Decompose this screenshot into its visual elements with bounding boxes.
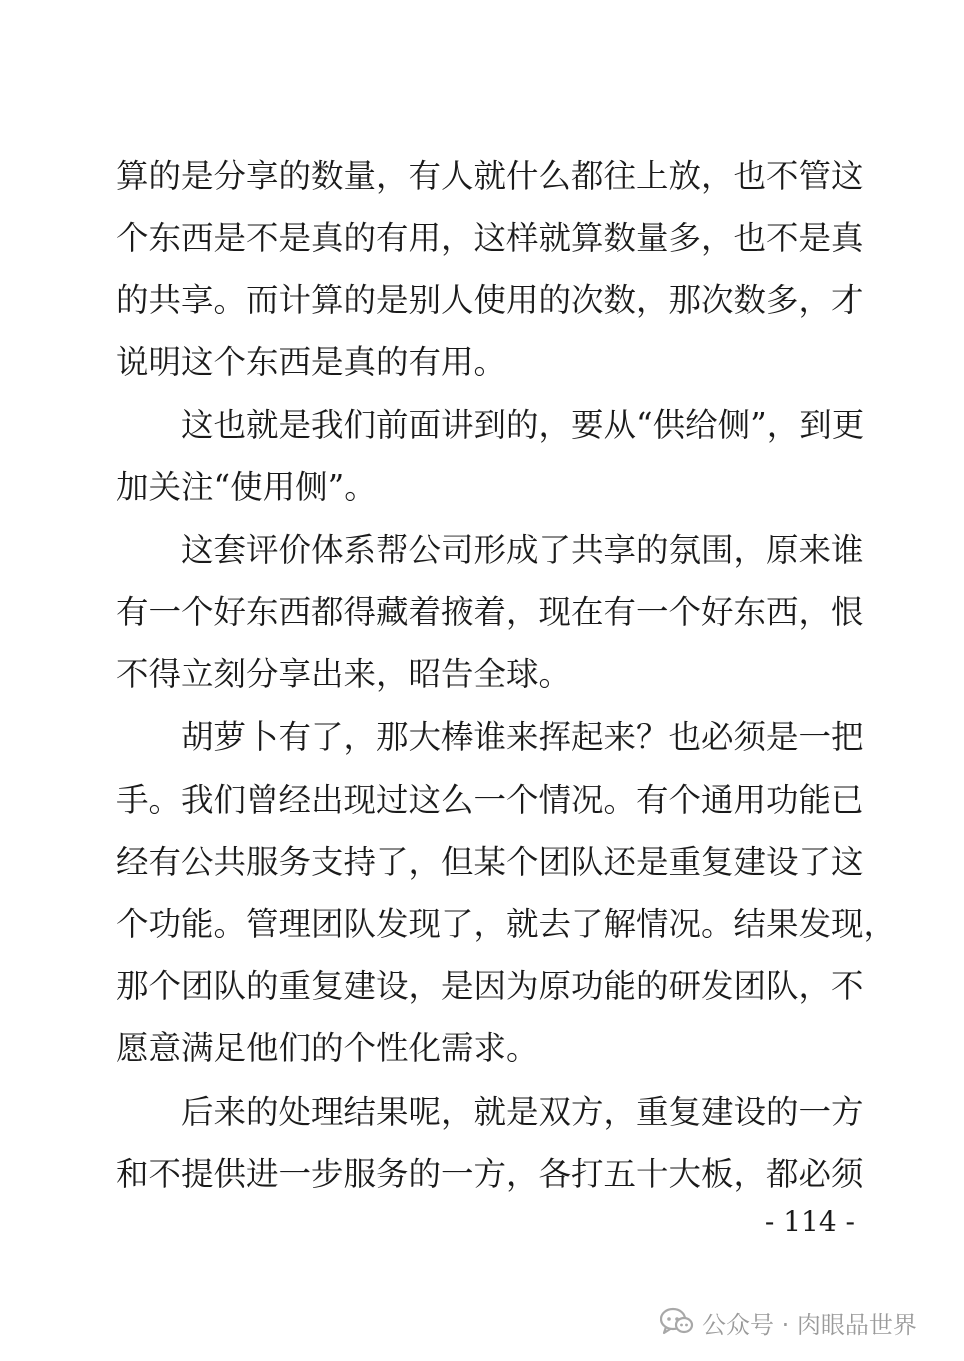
- text-line: 算的是分享的数量，有人就什么都往上放，也不管这: [116, 157, 864, 195]
- page-number: - 114 -: [764, 1205, 855, 1238]
- watermark-text: 公众号 · 肉眼品世界: [702, 1310, 917, 1339]
- text-line: 和不提供进一步服务的一方，各打五十大板，都必须: [116, 1155, 864, 1193]
- text-line: 不得立刻分享出来，昭告全球。: [116, 655, 572, 693]
- text-line: 愿意满足他们的个性化需求。: [116, 1029, 539, 1067]
- text-line: 个功能。管理团队发现了，就去了解情况。结果发现，: [116, 905, 897, 943]
- paragraph-first-line: 后来的处理结果呢，就是双方，重复建设的一方: [181, 1093, 864, 1131]
- paragraph-first-line: 胡萝卜有了，那大棒谁来挥起来？也必须是一把: [181, 718, 864, 756]
- watermark: [660, 1300, 917, 1344]
- text-line: 说明这个东西是真的有用。: [116, 343, 507, 381]
- text-line: 有一个好东西都得藏着掖着，现在有一个好东西，恨: [116, 593, 864, 631]
- text-line: 手。我们曾经出现过这么一个情况。有个通用功能已: [116, 781, 864, 819]
- text-line: 那个团队的重复建设，是因为原功能的研发团队，不: [116, 967, 864, 1005]
- paragraph-first-line: 这也就是我们前面讲到的，要从“供给侧”，到更: [181, 406, 865, 444]
- text-line: 的共享。而计算的是别人使用的次数，那次数多，才: [116, 281, 864, 319]
- paragraph-first-line: 这套评价体系帮公司形成了共享的氛围，原来谁: [181, 531, 864, 569]
- text-line: 经有公共服务支持了，但某个团队还是重复建设了这: [116, 843, 864, 881]
- text-line: 个东西是不是真的有用，这样就算数量多，也不是真: [116, 219, 864, 257]
- text-line: 加关注“使用侧”。: [116, 468, 377, 506]
- wechat-official-account-icon: [660, 1307, 694, 1337]
